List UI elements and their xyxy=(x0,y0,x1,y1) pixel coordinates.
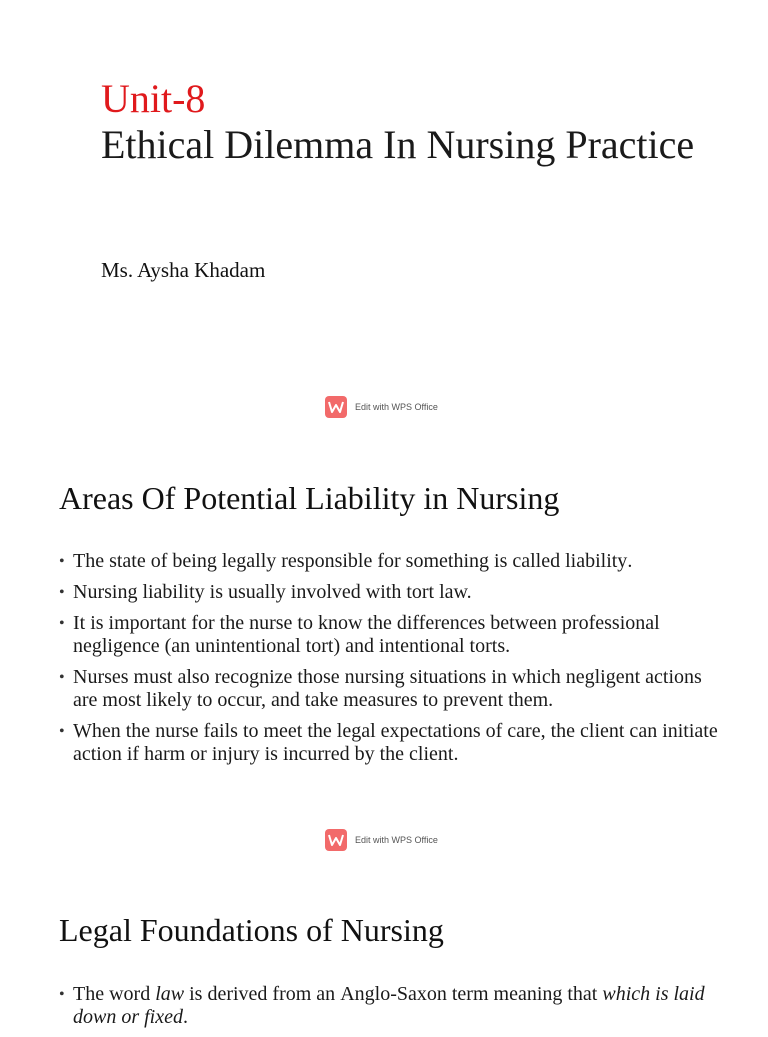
bullet-text: term meaning that xyxy=(446,983,603,1005)
watermark-text: Edit with WPS Office xyxy=(355,835,438,845)
bullet-text: The state of being legally responsible for something is called xyxy=(73,550,566,572)
wps-watermark-2 xyxy=(325,829,438,851)
liability-bullet-list xyxy=(59,550,719,774)
watermark-text: Edit with WPS Office xyxy=(355,402,438,412)
bullet-text-end: . xyxy=(627,550,633,572)
bullet-negligence-differences: • It is important for the nurse to know the differences between professional negligence (an unintentional tort) and intentional torts. xyxy=(59,612,719,658)
wps-logo-icon xyxy=(325,396,347,418)
bullet-tort-law: • Nursing liability is usually involved with tort law. xyxy=(59,581,719,604)
legal-foundations-title: Legal Foundations of Nursing xyxy=(59,912,444,948)
unit-label: Unit-8 xyxy=(101,76,206,121)
meaning-phrase: which is laid down or fixed xyxy=(73,983,705,1028)
legal-foundations-bullet-list xyxy=(59,983,719,1037)
title-slide xyxy=(0,0,768,432)
bullet-liability-definition xyxy=(59,550,719,573)
law-term: law xyxy=(155,983,185,1005)
bullet-text: The word xyxy=(73,983,156,1005)
wps-watermark xyxy=(325,396,438,418)
bullet-text: is derived from an xyxy=(184,983,341,1005)
liability-slide-title: Areas Of Potential Liability in Nursing xyxy=(59,480,560,516)
author-name: Ms. Aysha Khadam xyxy=(101,258,266,282)
bullet-text-end: . xyxy=(183,1006,188,1028)
bullet-legal-expectations: • When the nurse fails to meet the legal expectations of care, the client can initiate action if harm or injury is incurred by the client. xyxy=(59,720,719,766)
anglo-saxon-term: Anglo-Saxon xyxy=(340,983,447,1005)
presentation-title: Ethical Dilemma In Nursing Practice xyxy=(101,122,695,167)
wps-logo-icon xyxy=(325,829,347,851)
bullet-negligent-situations: • Nurses must also recognize those nursing situations in which negligent actions are most likely to occur, and take measures to prevent them. xyxy=(59,666,719,712)
liability-term: liability xyxy=(565,550,628,572)
bullet-law-definition xyxy=(59,983,719,1029)
